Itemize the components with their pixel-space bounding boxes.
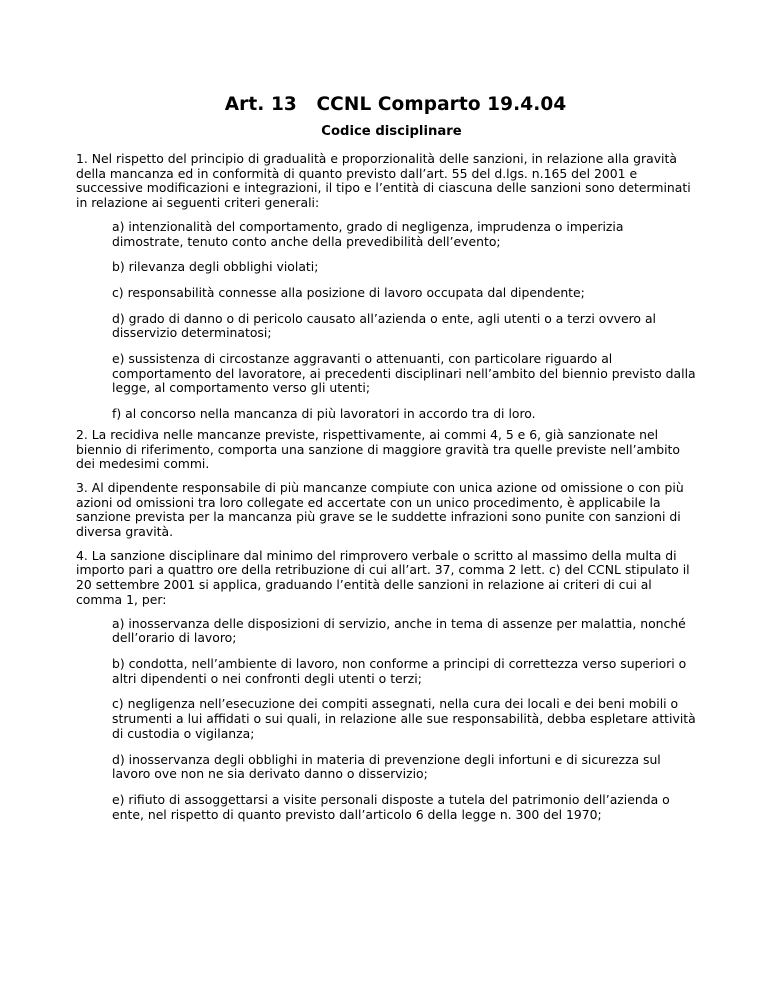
paragraph: 4. La sanzione disciplinare dal minimo del rimprovero verbale o scritto al massimo della multa di importo pari a quattro ore della retribuzione di cui all’art. 37, comma 2 lett. c) del CCNL stipulato il 20 settembre 2001 si applica, graduando l’entità delle sanzioni in relazione ai criteri di cui al comma 1, per: xyxy=(76,547,690,607)
list-item: e) sussistenza di circostanze aggravanti o attenuanti, con particolare riguardo al comportamento del lavoratore, ai precedenti disciplinari nell’ambito del biennio previsto dalla legge, al comportamento verso gli utenti; xyxy=(112,351,696,396)
paragraph: 3. Al dipendente responsabile di più mancanze compiute con unica azione od omissione o con più azioni od omissioni tra loro collegate ed accertate con un unico procedimento, è applicabile la sanzione prevista per la mancanza più grave se le suddette infrazioni sono punite con sanzioni di diversa gravità. xyxy=(76,479,684,540)
list-item: a) intenzionalità del comportamento, grado di negligenza, imprudenza o imperizia dimostrate, tenuto conto anche della prevedibilità dell’evento; xyxy=(112,218,624,249)
list-item: c) negligenza nell’esecuzione dei compiti assegnati, nella cura dei locali e dei beni mobili o strumenti a lui affidati o sui quali, in relazione alle sue responsabilità, debba espletare attività di custodia o vigilanza; xyxy=(112,696,696,741)
paragraph: 1. Nel rispetto del principio di gradualità e proporzionalità delle sanzioni, in relazione alla gravità della mancanza ed in conformità di quanto previsto dall’art. 55 del d.lgs. n.165 del 2001 e successive modificazioni e integrazioni, il tipo e l’entità di ciascuna delle sanzioni sono determinati in relazione ai seguenti criteri generali: xyxy=(76,151,691,211)
paragraph: 2. La recidiva nelle mancanze previste, rispettivamente, ai commi 4, 5 e 6, già sanzionate nel biennio di riferimento, comporta una sanzione di maggiore gravità tra quelle previste nell’ambito dei medesimi commi. xyxy=(76,426,680,472)
list-item: b) condotta, nell’ambiente di lavoro, non conforme a principi di correttezza verso superiori o altri dipendenti o nei confronti degli utenti o terzi; xyxy=(112,655,687,686)
list-item: f) al concorso nella mancanza di più lavoratori in accordo tra di loro. xyxy=(112,406,536,422)
list-item: a) inosservanza delle disposizioni di servizio, anche in tema di assenze per malattia, nonché dell’orario di lavoro; xyxy=(112,615,686,646)
document-subtitle: Codice disciplinare xyxy=(321,124,462,139)
list-item: c) responsabilità connesse alla posizione di lavoro occupata dal dipendente; xyxy=(112,284,585,300)
document-title: Art. 13 CCNL Comparto 19.4.04 xyxy=(224,94,567,115)
document-body xyxy=(76,152,697,822)
list-item: b) rilevanza degli obblighi violati; xyxy=(112,259,319,275)
list-item: e) rifiuto di assoggettarsi a visite personali disposte a tutela del patrimonio dell’azienda o ente, nel rispetto di quanto previsto dall’articolo 6 della legge n. 300 del 1970; xyxy=(112,791,670,822)
list-item: d) grado di danno o di pericolo causato all’azienda o ente, agli utenti o a terzi ovvero al disservizio determinatosi; xyxy=(112,310,656,341)
list-item: d) inosservanza degli obblighi in materia di prevenzione degli infortuni e di sicurezza sul lavoro ove non ne sia derivato danno o disservizio; xyxy=(112,751,661,782)
